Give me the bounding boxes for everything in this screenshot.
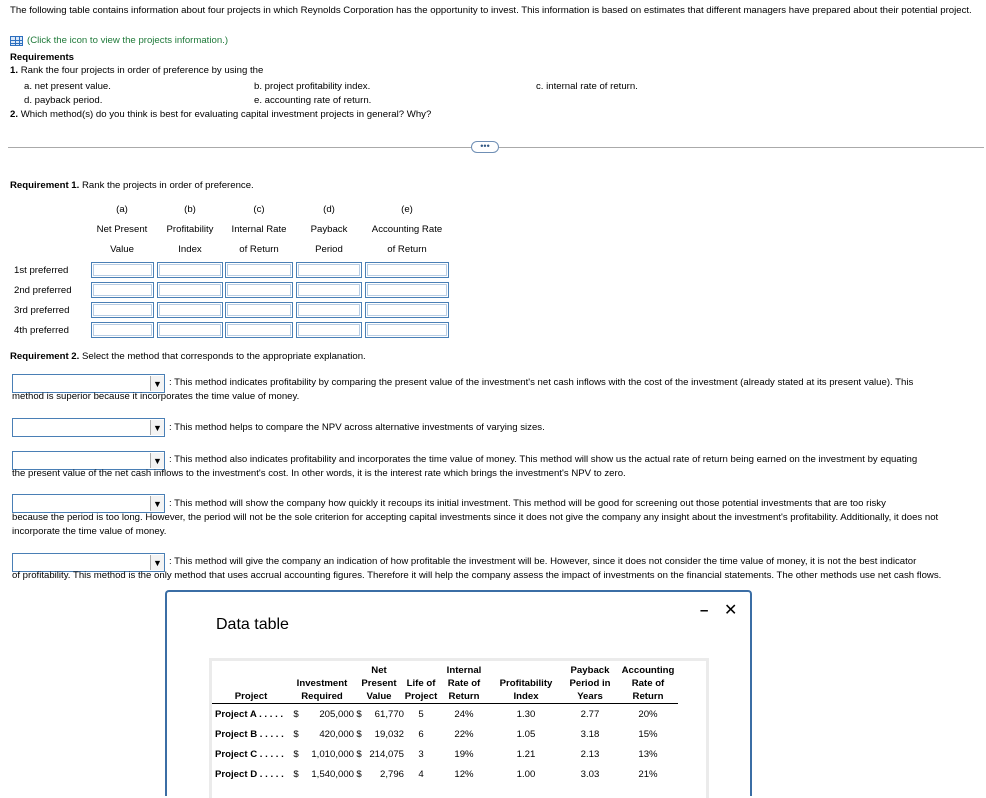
row-label-4th: 4th preferred — [14, 325, 69, 336]
projects-info-link[interactable] — [10, 35, 228, 46]
col-subtitle-a: Value — [110, 244, 134, 255]
col-header-a — [90, 200, 154, 260]
col-letter-c: (c) — [253, 204, 265, 215]
rank-input-4-arr[interactable] — [365, 322, 449, 338]
more-button[interactable]: ••• — [471, 141, 499, 153]
rank-input-1-irr[interactable] — [225, 262, 293, 278]
requirement-2-instruction: Select the method that corresponds to the appropriate explanation. — [81, 351, 366, 362]
rank-input-4-payback[interactable] — [296, 322, 362, 338]
header-investment: Investment Required — [290, 661, 354, 704]
col-letter-b: (b) — [184, 204, 196, 215]
explanation-2-line1: : This method helps to compare the NPV across alternative investments of varying sizes. — [169, 422, 545, 433]
projects-info-link-text[interactable]: (Click the icon to view the projects information.) — [27, 35, 229, 46]
dropdown-arrow-icon[interactable]: ▼ — [150, 376, 164, 391]
rank-input-1-pi[interactable] — [157, 262, 223, 278]
requirement-1-text — [10, 65, 263, 76]
dropdown-arrow-icon[interactable]: ▼ — [150, 496, 164, 511]
col-title-c: Internal Rate — [231, 224, 287, 235]
explanation-3-line1: : This method also indicates profitability and incorporates the time value of money. This method will show us the actual rate of return being earned on the investment by equating — [169, 454, 918, 465]
explanation-2 — [12, 421, 982, 435]
requirement-1-label: Requirement 1. — [10, 180, 80, 191]
col-letter-e: (e) — [401, 204, 413, 215]
rank-input-3-npv[interactable] — [91, 302, 154, 318]
explanation-1 — [12, 376, 982, 404]
col-header-e — [365, 200, 449, 260]
col-title-a: Net Present — [96, 224, 148, 235]
dropdown-arrow-icon[interactable]: ▼ — [150, 420, 164, 435]
col-header-c — [225, 200, 293, 260]
req-item-c: c. internal rate of return. — [536, 81, 638, 92]
col-subtitle-d: Period — [315, 244, 343, 255]
rank-input-2-arr[interactable] — [365, 282, 449, 298]
col-header-d — [296, 200, 362, 260]
header-pi: Profitability Index — [490, 661, 562, 704]
rank-input-4-pi[interactable] — [157, 322, 223, 338]
rank-input-2-payback[interactable] — [296, 282, 362, 298]
dropdown-arrow-icon[interactable]: ▼ — [150, 453, 164, 468]
table-row: Project A . . . . . $ 205,000 $ 61,770 5 24% 1.30 2.77 20% — [215, 708, 658, 720]
requirement-2-body: Which method(s) do you think is best for evaluating capital investment projects in general? Why? — [20, 109, 432, 120]
col-subtitle-b: Index — [178, 244, 202, 255]
rank-input-3-pi[interactable] — [157, 302, 223, 318]
requirement-1-heading — [10, 180, 254, 191]
minimize-icon[interactable]: – — [700, 602, 709, 619]
header-life: Life of Project — [404, 661, 438, 704]
col-header-b — [157, 200, 223, 260]
requirements-heading: Requirements — [10, 52, 74, 63]
intro-text: The following table contains information about four projects in which Reynolds Corporation has the opportunity to invest. This information is based on estimates that different managers have prepared about their potential project. — [10, 5, 972, 16]
explanation-1-rest: method is superior because it incorporates the time value of money. — [12, 391, 300, 402]
rank-input-4-npv[interactable] — [91, 322, 154, 338]
rank-input-3-payback[interactable] — [296, 302, 362, 318]
col-subtitle-c: of Return — [239, 244, 279, 255]
requirement-1-body: Rank the four projects in order of preference by using the — [20, 65, 264, 76]
col-letter-d: (d) — [323, 204, 335, 215]
table-row: Project C . . . . . $ 1,010,000 $ 214,075 3 19% 1.21 2.13 13% — [215, 748, 658, 760]
rank-input-1-npv[interactable] — [91, 262, 154, 278]
rank-input-2-irr[interactable] — [225, 282, 293, 298]
explanation-5-rest: of profitability. This method is the only method that uses accrual accounting figures. Therefore it will help the company assess the impact of investments on the financial statements. The other methods use net cash flows. — [12, 570, 942, 581]
rank-input-2-pi[interactable] — [157, 282, 223, 298]
row-label-1st: 1st preferred — [14, 265, 69, 276]
col-title-b: Profitability — [166, 224, 214, 235]
row-label-3rd: 3rd preferred — [14, 305, 70, 316]
req-item-e: e. accounting rate of return. — [254, 95, 372, 106]
rank-input-3-irr[interactable] — [225, 302, 293, 318]
dropdown-arrow-icon[interactable]: ▼ — [150, 555, 164, 570]
rank-input-2-npv[interactable] — [91, 282, 154, 298]
projects-data-table — [209, 658, 709, 798]
requirement-2-text — [10, 109, 431, 120]
explanation-3-rest: the present value of the net cash inflows to the investment's cost. In other words, it is the interest rate which brings the investment's NPV to zero. — [12, 468, 626, 479]
req-item-b: b. project profitability index. — [254, 81, 371, 92]
header-project: Project — [212, 661, 290, 704]
header-payback: Payback Period in Years — [562, 661, 618, 704]
req-item-d: d. payback period. — [24, 95, 103, 106]
close-icon[interactable]: ✕ — [724, 602, 738, 619]
header-npv: Net Present Value — [354, 661, 404, 704]
requirement-2-number: 2. — [10, 109, 19, 120]
table-icon[interactable] — [10, 36, 23, 46]
table-row: Project B . . . . . $ 420,000 $ 19,032 6 22% 1.05 3.18 15% — [215, 728, 658, 740]
row-label-2nd: 2nd preferred — [14, 285, 72, 296]
col-title-e: Accounting Rate — [371, 224, 443, 235]
explanation-5-line1: : This method will give the company an indication of how profitable the investment will be. However, since it does not consider the time value of money, it is not the best indicator — [169, 556, 917, 567]
rank-input-4-irr[interactable] — [225, 322, 293, 338]
col-letter-a: (a) — [116, 204, 128, 215]
rank-input-1-payback[interactable] — [296, 262, 362, 278]
requirement-1-instruction: Rank the projects in order of preference. — [81, 180, 254, 191]
dialog-title: Data table — [216, 616, 289, 633]
req-item-a: a. net present value. — [24, 81, 111, 92]
explanation-1-line1: : This method indicates profitability by comparing the present value of the investment's net cash inflows with the cost of the investment (already stated at its present value). This — [169, 377, 914, 388]
col-subtitle-e: of Return — [387, 244, 427, 255]
rank-input-1-arr[interactable] — [365, 262, 449, 278]
table-row: Project D . . . . . $ 1,540,000 $ 2,796 4 12% 1.00 3.03 21% — [215, 768, 658, 780]
requirement-2-label: Requirement 2. — [10, 351, 80, 362]
explanation-4-line1: : This method will show the company how quickly it recoups its initial investment. This method will be good for screening out those potential investments that are too risky — [169, 498, 886, 509]
data-table-dialog — [165, 590, 752, 796]
explanation-4 — [12, 497, 982, 539]
rank-input-3-arr[interactable] — [365, 302, 449, 318]
requirement-1-number: 1. — [10, 65, 19, 76]
explanation-4-rest: because the period is too long. However, the period will not be the sole criterion for accepting capital investments since it does not give the company any insight about the investment's profitability. Additionally, it does not incorporate the time value of money. — [12, 512, 939, 537]
requirement-2-heading — [10, 351, 366, 362]
col-title-d: Payback — [310, 224, 348, 235]
projects-table — [212, 661, 678, 784]
explanation-3 — [12, 453, 982, 481]
explanation-5 — [12, 555, 982, 583]
header-arr: Accounting Rate of Return — [618, 661, 678, 704]
header-irr: Internal Rate of Return — [438, 661, 490, 704]
